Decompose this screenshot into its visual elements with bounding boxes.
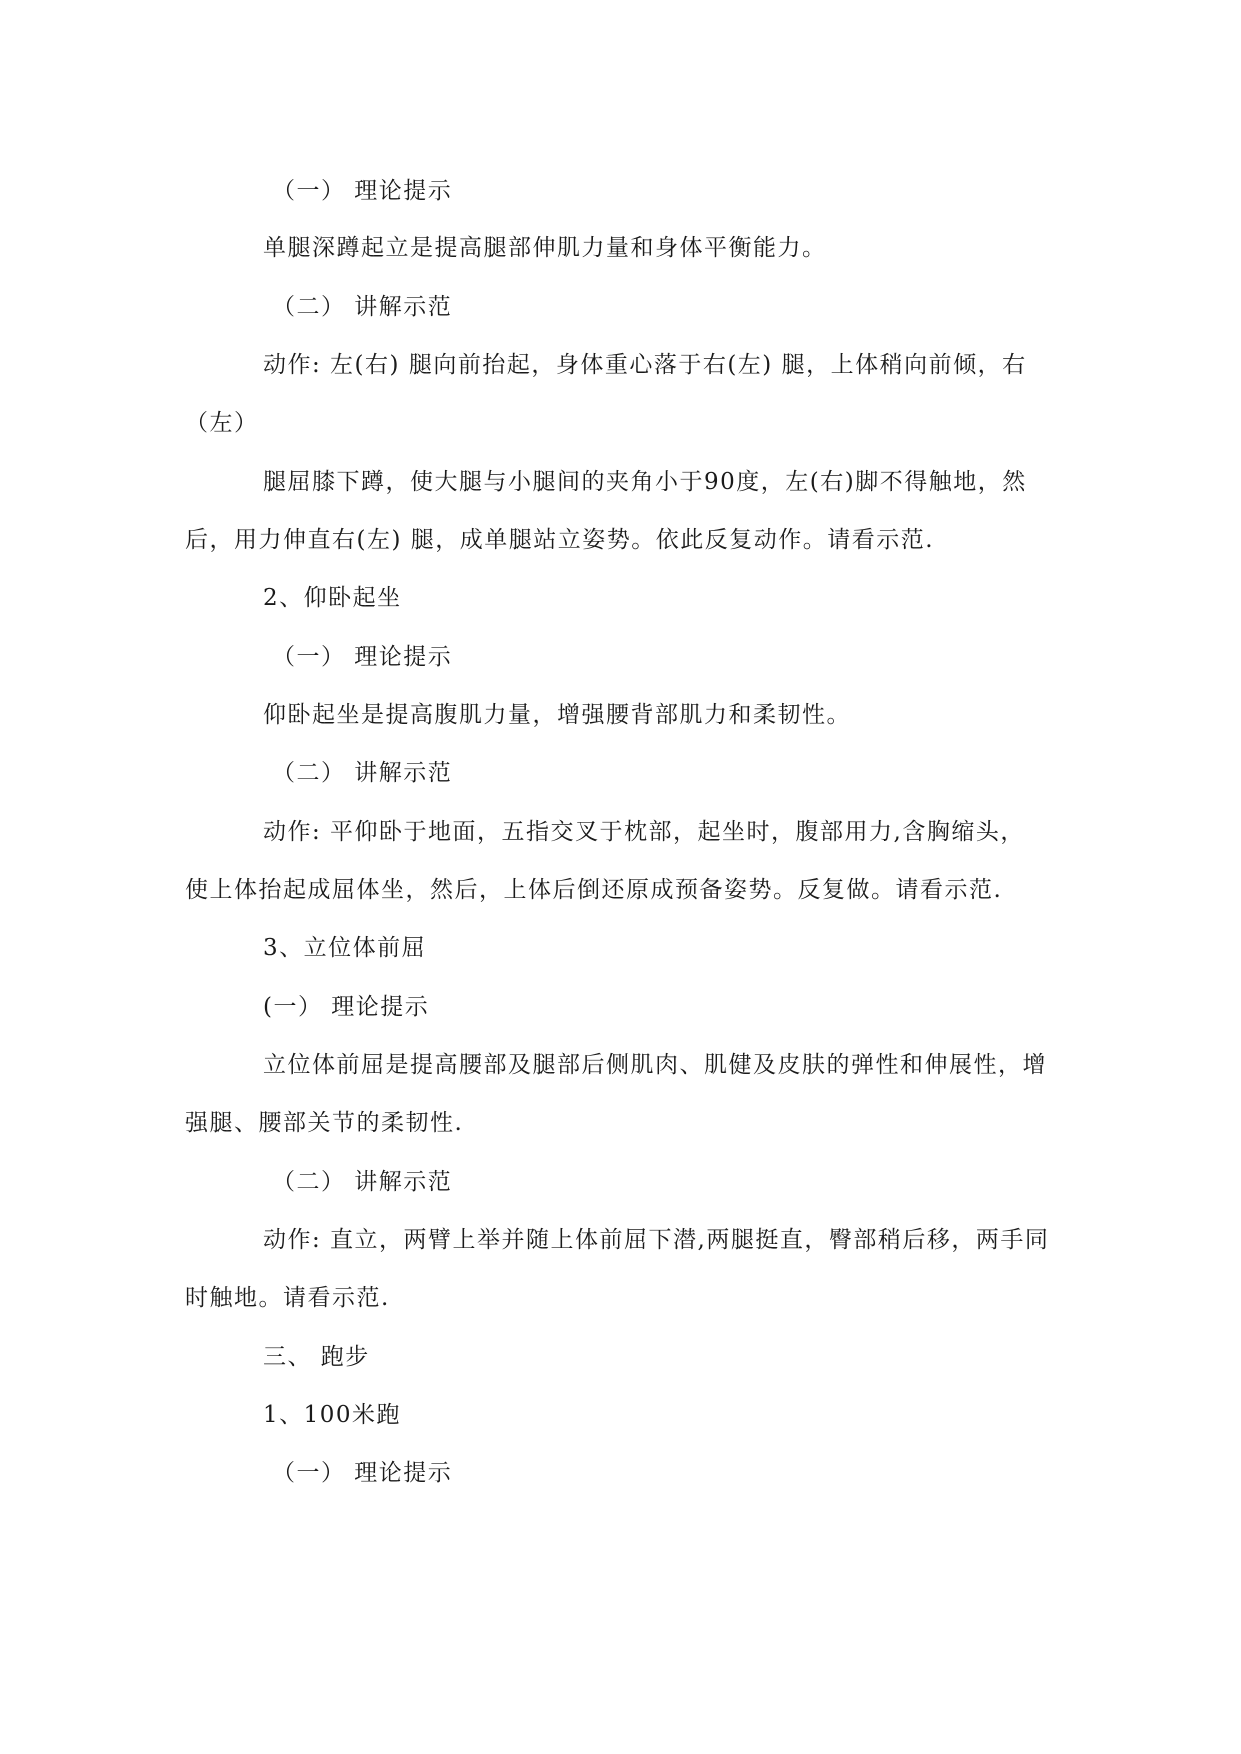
item-heading: 3、立位体前屈 bbox=[263, 935, 427, 961]
section-heading-theory: （一） 理论提示 bbox=[272, 644, 453, 670]
paragraph-text: 使上体抬起成屈体坐，然后，上体后倒还原成预备姿势。反复做。请看示范. bbox=[185, 877, 1003, 903]
paragraph-text: （左） bbox=[185, 410, 259, 436]
item-heading: 1、100米跑 bbox=[263, 1402, 402, 1428]
section-heading-theory: （一） 理论提示 bbox=[272, 178, 453, 204]
paragraph-text: 动作: 直立，两臂上举并随上体前屈下潜,两腿挺直，臀部稍后移，两手同 bbox=[263, 1227, 1050, 1253]
section-heading-theory: (一） 理论提示 bbox=[263, 994, 430, 1020]
paragraph-text: 动作: 左(右) 腿向前抬起，身体重心落于右(左) 腿，上体稍向前倾，右 bbox=[263, 352, 1027, 378]
paragraph-text: 强腿、腰部关节的柔韧性. bbox=[185, 1110, 464, 1136]
paragraph-text: 仰卧起坐是提高腹肌力量，增强腰背部肌力和柔韧性。 bbox=[263, 702, 851, 728]
section-heading-demo: （二） 讲解示范 bbox=[272, 1169, 453, 1195]
paragraph-text: 立位体前屈是提高腰部及腿部后侧肌肉、肌健及皮肤的弹性和伸展性，增 bbox=[263, 1052, 1047, 1078]
chapter-heading: 三、 跑步 bbox=[263, 1344, 370, 1370]
paragraph-text: 动作: 平仰卧于地面，五指交叉于枕部，起坐时，腹部用力,含胸缩头， bbox=[263, 819, 1025, 845]
paragraph-text: 后，用力伸直右(左) 腿，成单腿站立姿势。依此反复动作。请看示范. bbox=[185, 527, 935, 553]
section-heading-demo: （二） 讲解示范 bbox=[272, 294, 453, 320]
section-heading-demo: （二） 讲解示范 bbox=[272, 760, 453, 786]
section-heading-theory: （一） 理论提示 bbox=[272, 1460, 453, 1486]
paragraph-text: 单腿深蹲起立是提高腿部伸肌力量和身体平衡能力。 bbox=[263, 235, 827, 261]
paragraph-text: 腿屈膝下蹲，使大腿与小腿间的夹角小于90度，左(右)脚不得触地，然 bbox=[263, 469, 1027, 495]
item-heading: 2、仰卧起坐 bbox=[263, 585, 402, 611]
paragraph-text: 时触地。请看示范. bbox=[185, 1285, 390, 1311]
